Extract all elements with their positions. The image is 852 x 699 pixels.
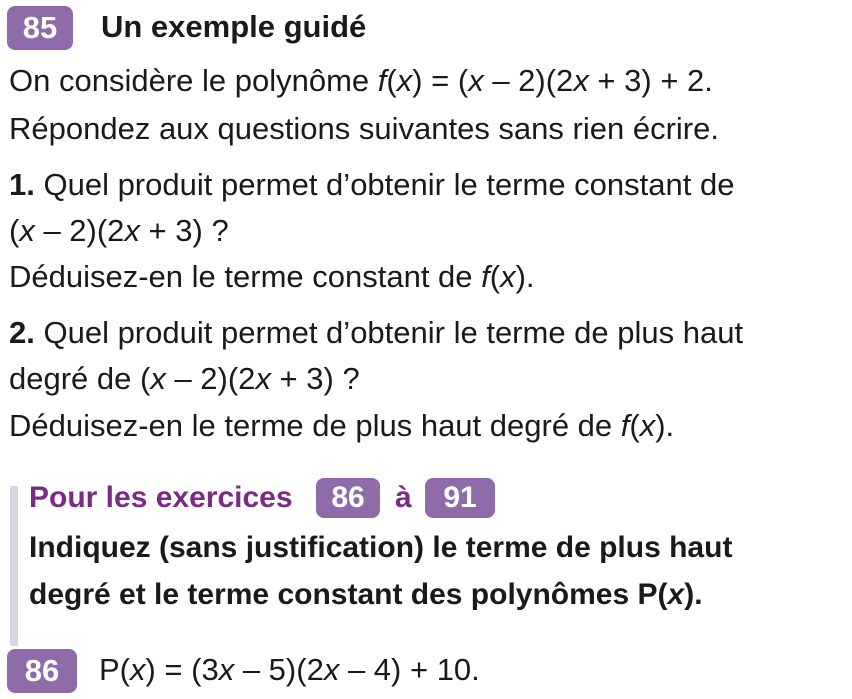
question-1-line-3 bbox=[9, 258, 535, 296]
group-badge-to: 91 bbox=[425, 478, 495, 518]
question-text: Quel produit permet d’obtenir le terme constant de bbox=[34, 167, 735, 202]
math-var: x bbox=[639, 408, 656, 443]
question-text: Déduisez-en le terme de plus haut degré de bbox=[9, 408, 621, 443]
math-var: x bbox=[573, 63, 589, 98]
exercise-86-expression bbox=[99, 651, 480, 689]
intro-line-1 bbox=[9, 62, 713, 100]
math-var: x bbox=[396, 63, 413, 98]
math-text: P( bbox=[99, 652, 130, 687]
math-text: – 4) + 10. bbox=[339, 652, 480, 687]
group-instruction-line-1: Indiquez (sans justification) le terme de plus haut bbox=[29, 531, 733, 564]
math-text: ( bbox=[489, 259, 501, 294]
math-var: x bbox=[255, 361, 271, 396]
question-2-line-1 bbox=[9, 314, 743, 352]
question-1-line-2 bbox=[9, 212, 229, 250]
group-heading: Pour les exercices bbox=[29, 481, 293, 514]
math-text: ( bbox=[9, 213, 20, 248]
math-text: – 2)(2 bbox=[165, 361, 256, 396]
exercise-number-badge-86: 86 bbox=[7, 649, 77, 693]
math-var: x bbox=[667, 578, 685, 611]
math-var: x bbox=[130, 652, 146, 687]
exercise-number-badge-85: 85 bbox=[7, 6, 73, 50]
math-text: ( bbox=[386, 63, 397, 98]
instruction-text: degré et le terme constant des polynômes P( bbox=[29, 578, 668, 611]
question-text: degré de ( bbox=[9, 361, 151, 396]
question-1-number: 1. bbox=[9, 167, 35, 202]
math-var: x bbox=[468, 63, 484, 98]
question-1-line-1 bbox=[9, 166, 734, 204]
math-text: + 3) ? bbox=[139, 213, 229, 248]
math-text: + 3) + 2. bbox=[588, 63, 713, 98]
group-sidebar-bar bbox=[10, 486, 18, 646]
question-2-line-2 bbox=[9, 360, 360, 398]
intro-text: On considère le polynôme bbox=[9, 63, 378, 98]
math-text: ). bbox=[655, 408, 675, 443]
group-instruction-line-2 bbox=[29, 576, 703, 614]
math-text: – 2)(2 bbox=[483, 63, 574, 98]
question-2-number: 2. bbox=[9, 315, 35, 350]
math-text: – 5)(2 bbox=[234, 652, 324, 687]
math-var: x bbox=[19, 213, 35, 248]
math-var: x bbox=[124, 213, 140, 248]
question-2-line-3 bbox=[9, 407, 674, 445]
group-heading-connector: à bbox=[395, 481, 412, 514]
intro-line-2: Répondez aux questions suivantes sans rien écrire. bbox=[9, 111, 719, 146]
group-badge-from: 86 bbox=[316, 478, 380, 518]
instruction-text: ). bbox=[684, 578, 703, 611]
math-var: f bbox=[620, 408, 630, 443]
question-text: Déduisez-en le terme constant de bbox=[9, 259, 482, 294]
exercise-title: Un exemple guidé bbox=[101, 9, 367, 44]
math-text: + 3) ? bbox=[270, 361, 360, 396]
math-var: f bbox=[481, 259, 490, 294]
math-var: x bbox=[500, 259, 516, 294]
math-text: ) = ( bbox=[412, 63, 469, 98]
math-var: x bbox=[218, 652, 235, 687]
math-text: ). bbox=[515, 259, 535, 294]
math-text: ) = (3 bbox=[145, 652, 219, 687]
math-text: – 2)(2 bbox=[34, 213, 125, 248]
math-var: x bbox=[323, 652, 340, 687]
question-text: Quel produit permet d’obtenir le terme de plus haut bbox=[34, 315, 744, 350]
math-text: ( bbox=[629, 408, 640, 443]
math-var: f bbox=[377, 63, 387, 98]
math-var: x bbox=[150, 361, 166, 396]
